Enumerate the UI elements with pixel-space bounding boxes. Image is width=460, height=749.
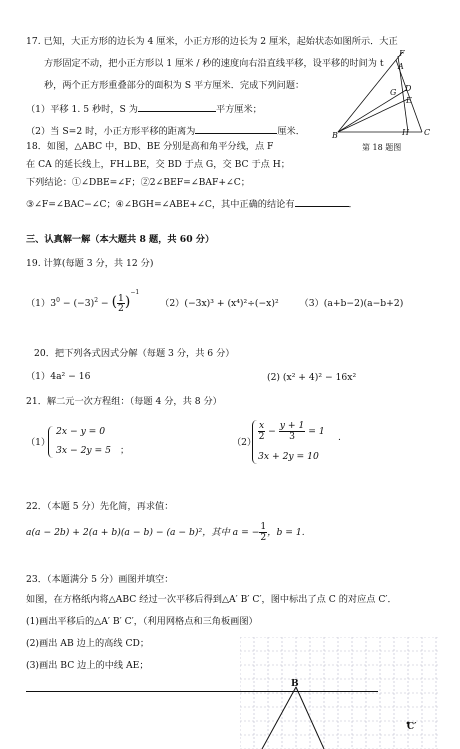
q17-line1: 17. 已知，大正方形的边长为 4 厘米，小正方形的边长为 2 厘米，起始状态如图所示．大正 [26, 36, 398, 47]
q19-e3: （3）(a+b−2)(a−b+2) [299, 298, 404, 309]
q21-s2-x: x [259, 420, 265, 431]
q18-label-C: C [424, 128, 431, 137]
q19-e1-num: 1 [118, 293, 124, 304]
q23-part2: (2)画出 AB 边上的高线 CD； [26, 638, 150, 649]
q18-label-E: E [406, 96, 412, 105]
q23-label-C-prime: C′ [407, 722, 417, 732]
q23-baseline-rule [26, 691, 378, 692]
q18-label-G: G [390, 88, 397, 97]
q19-e1-exp0: 0 [56, 296, 60, 304]
q18-line1: 18．如图，△ABC 中，BD、BE 分别是高和角平分线，点 F [26, 141, 274, 152]
q17-part1 [26, 102, 262, 116]
q22-expr-main: a(a − 2b) + 2(a + b)(a − b) − (a − b)²，其中 a = − [26, 527, 260, 538]
q18-label-B: B [332, 131, 338, 140]
q22-title: 22．（本题 5 分）先化简，再求值： [26, 501, 174, 512]
q18-line3: 下列结论：①∠DBE=∠F；②2∠BEF=∠BAF+∠C； [26, 177, 250, 188]
q21-s2-3: 3 [289, 431, 295, 442]
q17-part1-unit: 平方厘米； [215, 104, 262, 115]
answer-blank[interactable] [295, 197, 349, 207]
q19-e1-exp-neg1: −1 [130, 289, 140, 296]
q21-s2-2: 2 [258, 431, 265, 442]
q19-e1-den: 2 [118, 303, 124, 314]
q21-s2-end: . [338, 432, 341, 443]
q21-s1-end: ； [120, 445, 130, 456]
q18-label-F: F [399, 49, 405, 58]
q22-den: 2 [260, 532, 267, 543]
q18-label-D: D [405, 84, 412, 93]
q18-figure [330, 52, 438, 152]
q17-line2: 方形固定不动，把小正方形以 1 厘米 / 秒的速度向右沿直线平移，设平移的时间为 t [44, 58, 384, 69]
q18-line4 [26, 197, 358, 211]
q22-num: 1 [260, 521, 267, 532]
q21-s2-eq1-rhs: = 1 [305, 426, 325, 437]
q21-s1-label: （1） [26, 437, 51, 448]
q18-caption: 第 18 题图 [362, 143, 402, 152]
q19-e1-exp2: 2 [94, 296, 99, 304]
q21-s1-brace [48, 426, 53, 458]
q19-e2: （2）(−3x)³ + (x⁴)²÷(−x)² [160, 298, 279, 309]
q18-line2: 在 CA 的延长线上，FH⊥BE，交 BD 于点 G，交 BC 于点 H； [26, 159, 290, 170]
q17-part2-unit: 厘米． [277, 126, 305, 137]
q19-expressions: $(1)3^0 - (-3)^2$ − ( $\frac{1}{2}$ )$^{-1}$ （2）(−3x)³ + (x⁴)²÷(−x)² （3）(a+b−2)(a−b+2) [26, 289, 404, 314]
q18-label-A: A [398, 62, 404, 71]
q21-s2-label: （2） [232, 437, 257, 448]
q19-e1-label: （1） [26, 298, 51, 309]
q17-line3: 秒，两个正方形重叠部分的面积为 S 平方厘米．完成下列问题： [44, 80, 305, 91]
q20-e2: (2) (x² + 4)² − 16x² [267, 372, 357, 383]
q23-line1: 如图，在方格纸内将△ABC 经过一次平移后得到△A′ B′ C′，图中标出了点 C 的对应点 C′． [26, 594, 397, 605]
q18-line4-text: ③∠F=∠BAC−∠C；④∠BGH=∠ABE+∠C，其中正确的结论有 [26, 199, 295, 210]
q21-s2-eq1 [258, 421, 325, 442]
q20-e1: （1）4a² − 16 [26, 371, 91, 382]
q21-s1-eq1: 2x − y = 0 [56, 426, 106, 437]
section-3-title: 三、认真解一解（本大题共 8 题，共 60 分） [26, 234, 215, 245]
q17-part2 [26, 124, 305, 138]
q21-s1-eq2: 3x − 2y = 5 [56, 445, 111, 456]
q22-expr [26, 522, 305, 543]
q21-s2-minus: − [265, 426, 279, 437]
q19-e1-mid: − (−3) [59, 298, 95, 309]
q20-title: 20．把下列各式因式分解（每题 3 分，共 6 分） [34, 348, 235, 359]
q23-part3: (3)画出 BC 边上的中线 AE； [26, 660, 149, 671]
answer-blank[interactable] [195, 124, 277, 134]
q19-e1-minus: − [98, 298, 112, 309]
q19-title: 19. 计算(每题 3 分，共 12 分) [26, 258, 154, 269]
q18-line4-end: ． [348, 199, 358, 210]
q23-title: 23．（本题满分 5 分）画图并填空： [26, 574, 174, 585]
q23-part1: (1)画出平移后的△A′ B′ C′，（利用网格点和三角板画图） [26, 616, 258, 627]
q18-label-H: H [402, 128, 409, 137]
q19-e1-base: 3 [50, 298, 57, 309]
answer-blank[interactable] [138, 102, 216, 112]
q22-tail: ，b = 1. [267, 527, 305, 538]
q21-s2-eq2: 3x + 2y = 10 [258, 451, 319, 462]
q21-title: 21．解二元一次方程组：（每题 4 分，共 8 分） [26, 396, 222, 407]
q23-label-B: B [291, 679, 299, 689]
q17-part2-text: （2）当 S=2 时，小正方形平移的距离为 [26, 126, 196, 137]
q21-s2-brace [252, 420, 257, 464]
q17-part1-text: （1）平移 1. 5 秒时，S 为 [26, 104, 138, 115]
q21-s2-y1: y + 1 [279, 420, 305, 431]
